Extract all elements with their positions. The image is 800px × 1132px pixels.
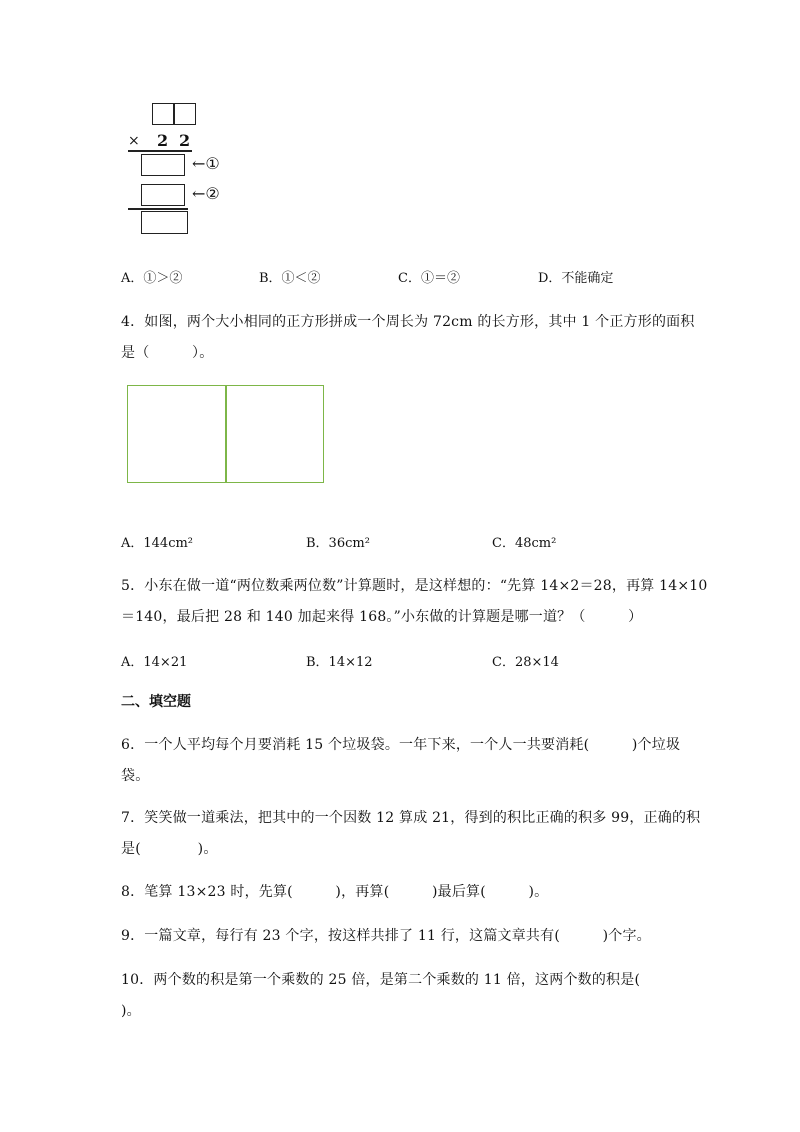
times-sign: × bbox=[128, 133, 140, 149]
q4-line-1: 4．如图，两个大小相同的正方形拼成一个周长为 72cm 的长方形，其中 1 个正方形的面积 bbox=[121, 314, 695, 330]
multiplier-digit-tens: 2 bbox=[157, 131, 169, 150]
q5-line-2: ＝140，最后把 28 和 140 加起来得 168。”小东做的计算题是哪一道？（ ） bbox=[121, 609, 643, 625]
q5-option-b[interactable]: B．14×12 bbox=[306, 655, 373, 670]
rule-line-2 bbox=[128, 208, 188, 210]
square-right bbox=[225, 385, 324, 483]
q5-option-a[interactable]: A．14×21 bbox=[121, 655, 188, 670]
arrow-label-1: ←① bbox=[192, 154, 220, 173]
digit-box-ones bbox=[174, 103, 196, 125]
q5-option-c[interactable]: C．28×14 bbox=[492, 655, 559, 670]
q3-option-c[interactable]: C．①＝② bbox=[398, 271, 460, 286]
q4-option-a[interactable]: A．144cm² bbox=[121, 536, 194, 551]
product-box bbox=[141, 211, 188, 234]
q4-line-2: 是（ ）。 bbox=[121, 345, 214, 361]
q4-option-c[interactable]: C．48cm² bbox=[492, 536, 557, 551]
q3-option-b[interactable]: B．①＜② bbox=[259, 271, 321, 286]
multiplier-digit-ones: 2 bbox=[179, 131, 191, 150]
q7-line-1: 7．笑笑做一道乘法，把其中的一个因数 12 算成 21，得到的积比正确的积多 99，正确的积 bbox=[121, 810, 701, 826]
q10-line-2: )。 bbox=[121, 1003, 141, 1019]
partial-product-box-1 bbox=[141, 154, 185, 176]
q6-line-1: 6．一个人平均每个月要消耗 15 个垃圾袋。一年下来，一个人一共要消耗( )个垃圾 bbox=[121, 737, 681, 753]
q3-option-d[interactable]: D．不能确定 bbox=[538, 271, 614, 286]
digit-box-tens bbox=[152, 103, 174, 125]
q7-line-2: 是( )。 bbox=[121, 841, 218, 857]
square-left bbox=[127, 385, 226, 483]
q6-line-2: 袋。 bbox=[121, 768, 150, 784]
q4-option-b[interactable]: B．36cm² bbox=[306, 536, 370, 551]
arrow-label-2: ←② bbox=[192, 184, 220, 203]
partial-product-box-2 bbox=[141, 184, 185, 206]
q3-option-a[interactable]: A．①＞② bbox=[121, 271, 183, 286]
section-title-fill-blank: 二、填空题 bbox=[121, 694, 191, 710]
q9-line: 9．一篇文章，每行有 23 个字，按这样共排了 11 行，这篇文章共有( )个字。 bbox=[121, 928, 651, 944]
q5-line-1: 5．小东在做一道“两位数乘两位数”计算题时，是这样想的：“先算 14×2＝28，再算 14×10 bbox=[121, 578, 708, 594]
q8-line: 8．笔算 13×23 时，先算( )，再算( )最后算( )。 bbox=[121, 884, 549, 900]
q10-line-1: 10．两个数的积是第一个乘数的 25 倍，是第二个乘数的 11 倍，这两个数的积是( bbox=[121, 972, 641, 988]
rule-line-1 bbox=[128, 150, 192, 152]
